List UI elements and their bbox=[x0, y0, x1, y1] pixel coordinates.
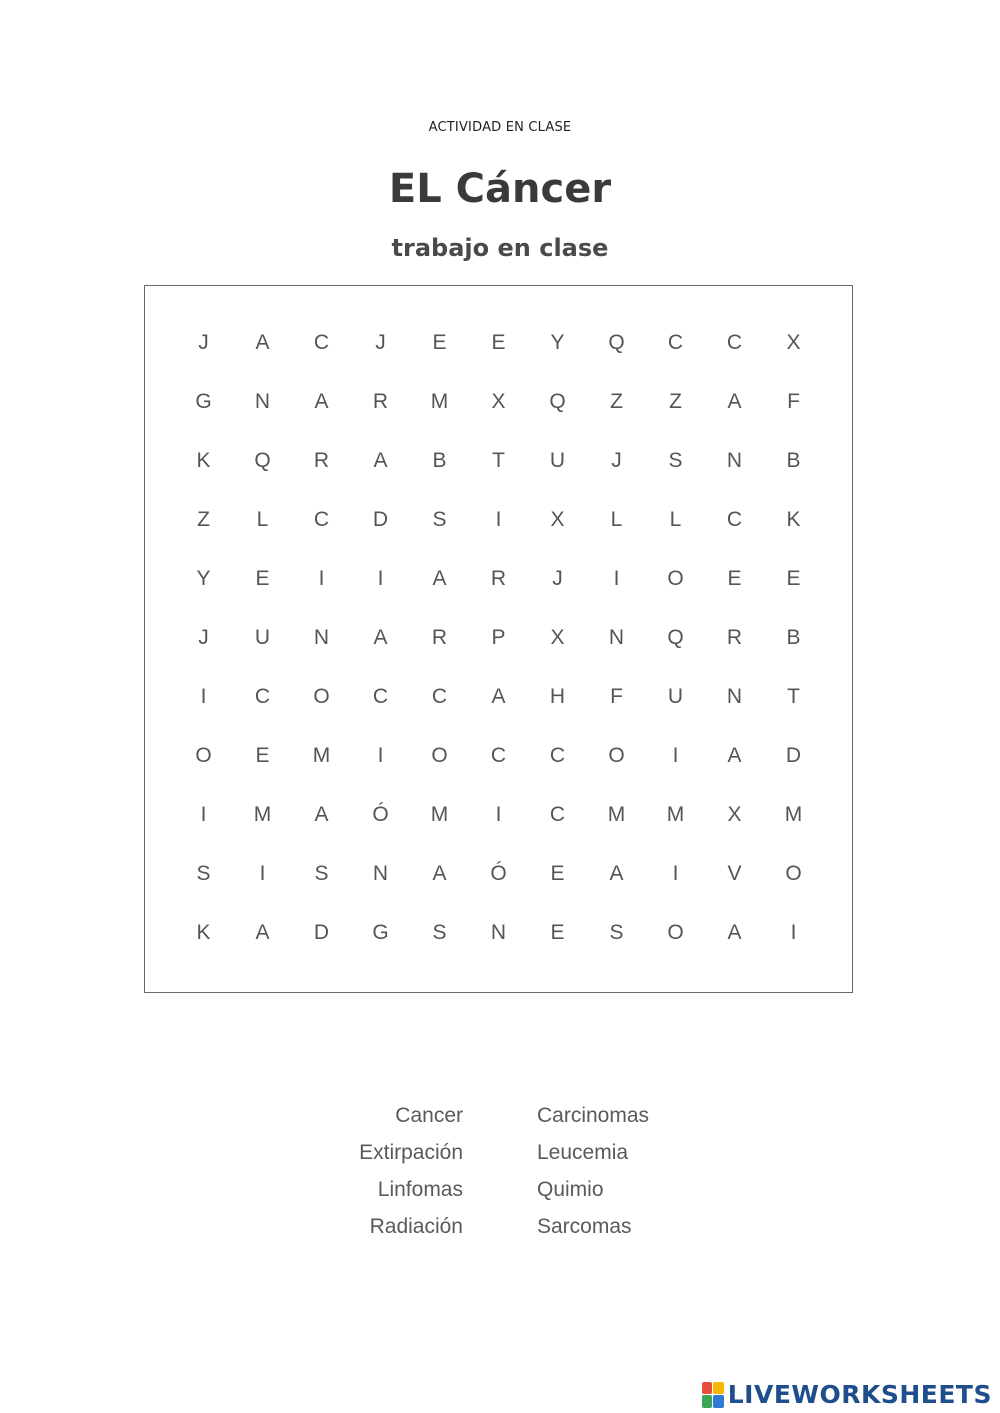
grid-cell[interactable]: M bbox=[430, 802, 449, 826]
grid-cell[interactable]: E bbox=[727, 566, 742, 590]
logo-square bbox=[713, 1395, 724, 1408]
word-list-item: Radiación bbox=[369, 1215, 463, 1238]
grid-cell[interactable]: I bbox=[200, 802, 207, 826]
grid-cell[interactable]: T bbox=[787, 684, 800, 708]
grid-cell[interactable]: O bbox=[195, 743, 212, 767]
grid-cell[interactable]: M bbox=[312, 743, 331, 767]
grid-cell[interactable]: N bbox=[608, 625, 625, 649]
grid-cell[interactable]: B bbox=[786, 448, 801, 472]
grid-cell[interactable]: I bbox=[495, 507, 502, 531]
grid-cell[interactable]: J bbox=[375, 330, 386, 354]
word-list-right-column bbox=[537, 1097, 737, 1245]
grid-cell[interactable]: J bbox=[198, 330, 209, 354]
grid-cell[interactable]: C bbox=[372, 684, 389, 708]
word-list bbox=[0, 1097, 1000, 1245]
logo-square bbox=[702, 1382, 713, 1395]
grid-cell[interactable]: D bbox=[785, 743, 802, 767]
word-list-item: Extirpación bbox=[359, 1141, 463, 1164]
grid-cell[interactable]: L bbox=[669, 507, 682, 531]
logo-square bbox=[702, 1395, 713, 1408]
grid-cell[interactable]: C bbox=[667, 330, 684, 354]
grid-cell[interactable]: U bbox=[667, 684, 684, 708]
grid-cell[interactable]: R bbox=[431, 625, 448, 649]
grid-cell[interactable]: S bbox=[196, 861, 211, 885]
grid-cell[interactable]: N bbox=[254, 389, 271, 413]
grid-cell[interactable]: Ó bbox=[490, 861, 507, 885]
grid-cell[interactable]: I bbox=[200, 684, 207, 708]
grid-cell[interactable]: X bbox=[491, 389, 506, 413]
grid-cell[interactable]: A bbox=[432, 861, 447, 885]
grid-cell[interactable]: X bbox=[727, 802, 742, 826]
page-title: EL Cáncer bbox=[388, 166, 612, 212]
word-list-item: Sarcomas bbox=[537, 1215, 632, 1238]
grid-cell[interactable]: J bbox=[611, 448, 622, 472]
grid-cell[interactable]: E bbox=[550, 861, 565, 885]
grid-cell[interactable]: C bbox=[431, 684, 448, 708]
grid-cell[interactable]: O bbox=[431, 743, 448, 767]
grid-cell[interactable]: T bbox=[492, 448, 505, 472]
grid-cell[interactable]: E bbox=[786, 566, 801, 590]
grid-cell[interactable]: N bbox=[372, 861, 389, 885]
grid-cell[interactable]: K bbox=[786, 507, 801, 531]
grid-cell[interactable]: A bbox=[609, 861, 624, 885]
grid-cell[interactable]: D bbox=[313, 920, 330, 944]
grid-cell[interactable]: O bbox=[667, 920, 684, 944]
grid-cell[interactable]: Z bbox=[197, 507, 210, 531]
grid-cell[interactable]: X bbox=[550, 625, 565, 649]
liveworksheets-brand bbox=[702, 1380, 992, 1409]
grid-cell[interactable]: Q bbox=[608, 330, 625, 354]
word-list-item: Cancer bbox=[395, 1104, 463, 1127]
grid-cell[interactable]: E bbox=[255, 566, 270, 590]
grid-cell[interactable]: V bbox=[727, 861, 742, 885]
grid-cell[interactable]: C bbox=[726, 330, 743, 354]
grid-cell[interactable]: C bbox=[549, 743, 566, 767]
grid-cell[interactable]: I bbox=[495, 802, 502, 826]
activity-kicker: ACTIVIDAD EN CLASE bbox=[428, 120, 572, 135]
page-subtitle: trabajo en clase bbox=[391, 234, 609, 262]
grid-cell[interactable]: A bbox=[373, 448, 388, 472]
word-search-grid[interactable] bbox=[174, 313, 823, 962]
grid-cell[interactable]: N bbox=[490, 920, 507, 944]
grid-cell[interactable]: Z bbox=[610, 389, 623, 413]
grid-cell[interactable]: F bbox=[610, 684, 623, 708]
grid-cell[interactable]: G bbox=[372, 920, 389, 944]
grid-cell[interactable]: A bbox=[727, 920, 742, 944]
grid-cell[interactable]: U bbox=[549, 448, 566, 472]
grid-cell[interactable]: R bbox=[372, 389, 389, 413]
grid-cell[interactable]: A bbox=[255, 920, 270, 944]
grid-cell[interactable]: O bbox=[785, 861, 802, 885]
grid-cell[interactable]: K bbox=[196, 920, 211, 944]
grid-cell[interactable]: J bbox=[198, 625, 209, 649]
grid-cell[interactable]: C bbox=[549, 802, 566, 826]
grid-cell[interactable]: R bbox=[313, 448, 330, 472]
word-list-left-column bbox=[263, 1097, 463, 1245]
grid-cell[interactable]: D bbox=[372, 507, 389, 531]
grid-cell[interactable]: C bbox=[313, 507, 330, 531]
grid-cell[interactable]: Y bbox=[196, 566, 211, 590]
grid-cell[interactable]: L bbox=[256, 507, 269, 531]
grid-cell[interactable]: C bbox=[490, 743, 507, 767]
grid-cell[interactable]: Q bbox=[667, 625, 684, 649]
grid-cell[interactable]: E bbox=[255, 743, 270, 767]
grid-cell[interactable]: A bbox=[432, 566, 447, 590]
grid-cell[interactable]: O bbox=[608, 743, 625, 767]
grid-cell[interactable]: S bbox=[668, 448, 683, 472]
grid-cell[interactable]: Y bbox=[550, 330, 565, 354]
grid-cell[interactable]: C bbox=[313, 330, 330, 354]
liveworksheets-logo-icon bbox=[702, 1382, 724, 1408]
grid-cell[interactable]: A bbox=[314, 802, 329, 826]
grid-cell[interactable]: A bbox=[727, 389, 742, 413]
brand-text: LIVEWORKSHEETS bbox=[727, 1380, 992, 1409]
grid-cell[interactable]: N bbox=[313, 625, 330, 649]
grid-cell[interactable]: M bbox=[253, 802, 272, 826]
grid-cell[interactable]: Q bbox=[254, 448, 271, 472]
grid-cell[interactable]: X bbox=[786, 330, 801, 354]
grid-cell[interactable]: A bbox=[314, 389, 329, 413]
word-list-item: Leucemia bbox=[537, 1141, 629, 1164]
grid-cell[interactable]: M bbox=[607, 802, 626, 826]
grid-cell[interactable]: E bbox=[550, 920, 565, 944]
grid-cell[interactable]: M bbox=[666, 802, 685, 826]
grid-cell[interactable]: Ó bbox=[372, 802, 389, 826]
grid-cell[interactable]: E bbox=[432, 330, 447, 354]
grid-cell[interactable]: K bbox=[196, 448, 211, 472]
grid-cell[interactable]: X bbox=[550, 507, 565, 531]
grid-cell[interactable]: P bbox=[491, 625, 506, 649]
grid-cell[interactable]: R bbox=[726, 625, 743, 649]
word-list-item: Carcinomas bbox=[537, 1104, 650, 1127]
grid-cell[interactable]: I bbox=[672, 861, 679, 885]
grid-cell[interactable]: R bbox=[490, 566, 507, 590]
grid-cell[interactable]: C bbox=[726, 507, 743, 531]
grid-cell[interactable]: Z bbox=[669, 389, 682, 413]
grid-cell[interactable]: I bbox=[613, 566, 620, 590]
word-list-item: Linfomas bbox=[377, 1178, 463, 1201]
grid-cell[interactable]: I bbox=[790, 920, 797, 944]
grid-cell[interactable]: O bbox=[667, 566, 684, 590]
grid-cell[interactable]: S bbox=[432, 507, 447, 531]
grid-cell[interactable]: J bbox=[552, 566, 563, 590]
grid-cell[interactable]: S bbox=[432, 920, 447, 944]
grid-cell[interactable]: I bbox=[259, 861, 266, 885]
grid-cell[interactable]: L bbox=[610, 507, 623, 531]
grid-cell[interactable]: U bbox=[254, 625, 271, 649]
grid-cell[interactable]: A bbox=[373, 625, 388, 649]
grid-cell[interactable]: A bbox=[727, 743, 742, 767]
grid-cell[interactable]: N bbox=[726, 684, 743, 708]
grid-cell[interactable]: S bbox=[314, 861, 329, 885]
grid-cell[interactable]: M bbox=[784, 802, 803, 826]
grid-cell[interactable]: O bbox=[313, 684, 330, 708]
grid-cell[interactable]: S bbox=[609, 920, 624, 944]
grid-cell[interactable]: A bbox=[255, 330, 270, 354]
logo-square bbox=[713, 1382, 724, 1395]
grid-cell[interactable]: F bbox=[787, 389, 800, 413]
grid-cell[interactable]: A bbox=[491, 684, 506, 708]
grid-cell[interactable]: N bbox=[726, 448, 743, 472]
grid-cell[interactable]: M bbox=[430, 389, 449, 413]
grid-cell[interactable]: G bbox=[195, 389, 212, 413]
grid-cell[interactable]: I bbox=[377, 743, 384, 767]
grid-cell[interactable]: I bbox=[318, 566, 325, 590]
word-list-item: Quimio bbox=[537, 1178, 604, 1201]
grid-cell[interactable]: B bbox=[786, 625, 801, 649]
grid-cell[interactable]: I bbox=[672, 743, 679, 767]
grid-cell[interactable]: Q bbox=[549, 389, 566, 413]
grid-cell[interactable]: C bbox=[254, 684, 271, 708]
grid-cell[interactable]: I bbox=[377, 566, 384, 590]
grid-cell[interactable]: B bbox=[432, 448, 447, 472]
grid-cell[interactable]: E bbox=[491, 330, 506, 354]
grid-cell[interactable]: H bbox=[549, 684, 566, 708]
